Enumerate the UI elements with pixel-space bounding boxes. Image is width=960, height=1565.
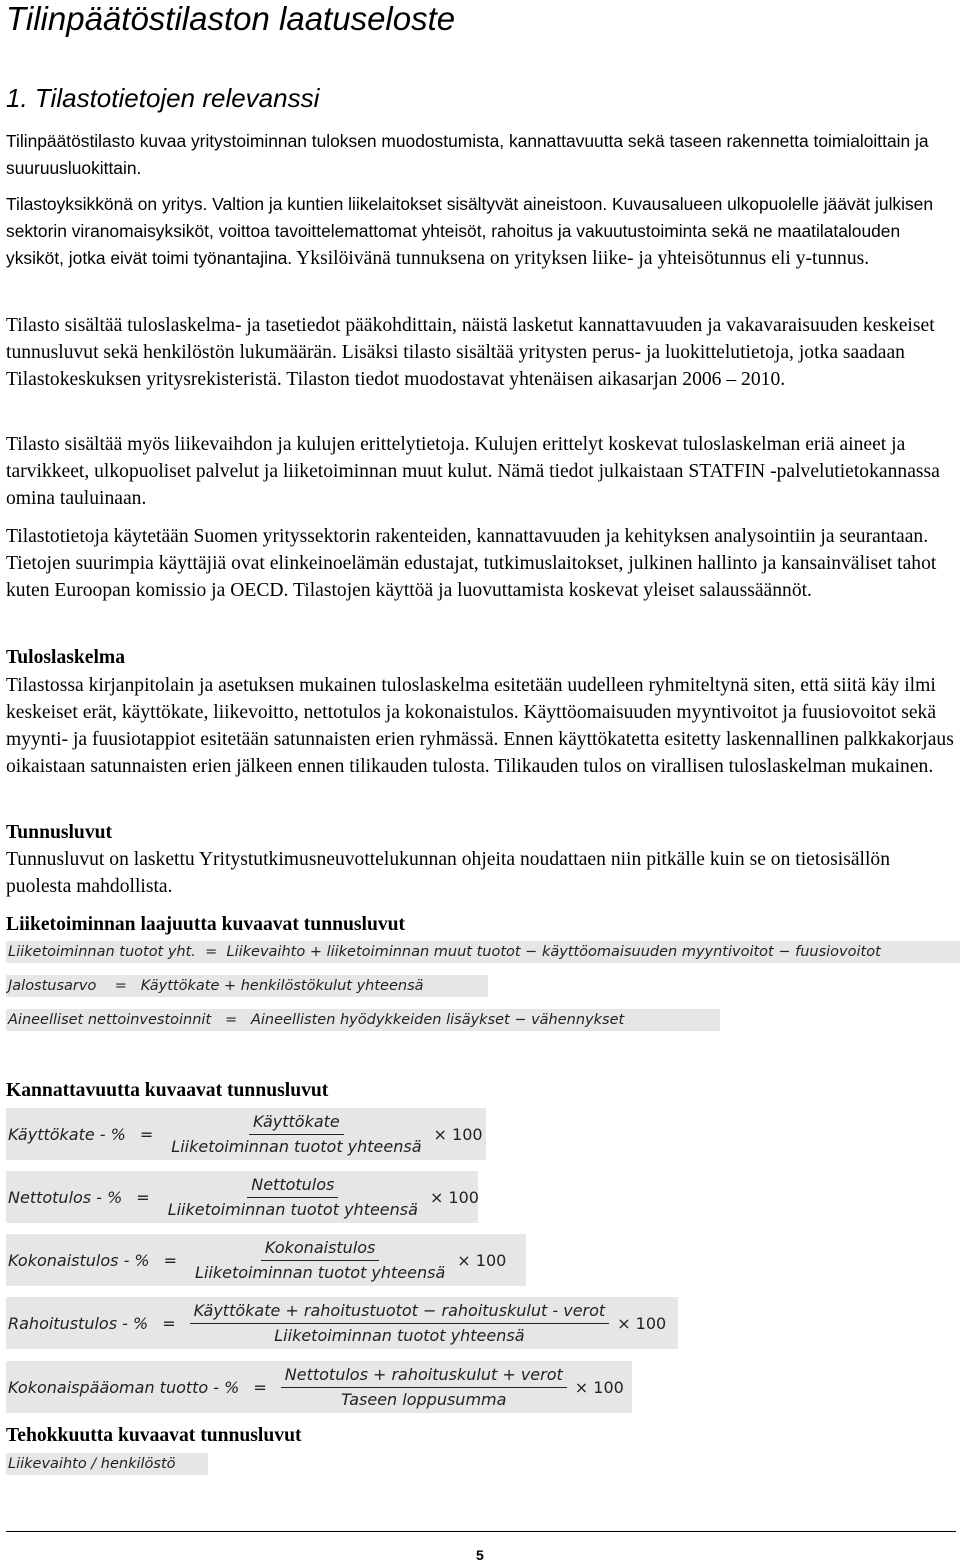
formula-multiplier: × 100	[429, 1187, 479, 1207]
formula-eq: =	[205, 944, 218, 960]
formula-eq: =	[224, 1012, 238, 1028]
formula-lhs: Käyttökate - %	[8, 1124, 126, 1144]
tuloslaskelma-heading: Tuloslaskelma	[6, 647, 126, 668]
formula-lhs: Aineelliset nettoinvestoinnit	[8, 1012, 212, 1028]
formula-multiplier: × 100	[433, 1124, 483, 1144]
formula-numerator: Nettotulos + rahoituskulut + verot	[281, 1364, 567, 1388]
formula-eq: =	[114, 978, 127, 994]
formula-liikevaihto-per-henkilosto: Liikevaihto / henkilöstö	[6, 1453, 208, 1475]
formula-denominator: Liiketoiminnan tuotot yhteensä	[195, 1262, 446, 1282]
formula-denominator: Liiketoiminnan tuotot yhteensä	[167, 1199, 418, 1219]
document-title: Tilinpäätöstilaston laatuseloste	[6, 0, 456, 37]
formula-kokonaispaaoman-tuotto-pct	[6, 1361, 632, 1413]
paragraph-usage: Tilastotietoja käytetään Suomen yrityssektorin rakenteiden, kannattavuuden ja kehityksen analysointiin ja seurantaan. Tietojen suurimpia käyttäjiä ovat elinkeinoelämän edustajat, tutkimuslaitokset, julkinen hallinto ja kansainväliset tahot kuten Euroopan komissio ja OECD. Tilastojen käyttöä ja luovuttamista koskevat yleiset salaussäännöt.	[6, 526, 937, 601]
formula-denominator: Taseen loppusumma	[341, 1389, 507, 1409]
formula-fraction	[191, 1237, 449, 1284]
formula-lhs: Jalostusarvo	[8, 978, 97, 994]
paragraph-contents: Tilasto sisältää tuloslaskelma- ja tasetiedot pääkohdittain, näistä lasketut kannattavuuden ja vakavaraisuuden keskeiset tunnusluvut sekä henkilöstön lukumäärän. Lisäksi tilasto sisältää yritysten perus- ja luokittelutietoja, jotka saadaan Tilastokeskuksen yritysrekisteristä. Tilaston tiedot muodostavat yhtenäisen aikasarjan 2006 – 2010.	[6, 315, 935, 390]
formula-jalostusarvo	[6, 975, 488, 997]
formula-eq: =	[253, 1377, 267, 1397]
formula-rhs: Aineellisten hyödykkeiden lisäykset − vähennykset	[250, 1012, 625, 1028]
formula-rhs: Käyttökate + henkilöstökulut yhteensä	[140, 978, 424, 994]
formula-multiplier: × 100	[457, 1250, 507, 1270]
formula-fraction	[190, 1300, 610, 1347]
formula-kayttokate-pct	[6, 1108, 486, 1160]
formula-nettoinvestoinnit	[6, 1009, 720, 1031]
formula-fraction	[164, 1174, 422, 1221]
paragraph-units-part2: Yksilöivänä tunnuksena on yrityksen liike- ja yhteisötunnus eli y-tunnus.	[296, 248, 870, 269]
formula-eq: =	[162, 1313, 176, 1333]
formula-numerator: Käyttökate + rahoitustuotot − rahoituskulut - verot	[190, 1300, 610, 1324]
formula-fraction	[281, 1364, 567, 1411]
formula-lhs: Nettotulos - %	[8, 1187, 123, 1207]
formula-eq: =	[139, 1124, 154, 1144]
formula-rhs: Liikevaihto + liiketoiminnan muut tuotot − käyttöomaisuuden myyntivoitot − fuusiovoitot	[226, 944, 881, 960]
formula-numerator: Käyttökate	[249, 1111, 344, 1135]
formula-kokonaistulos-pct	[6, 1234, 526, 1286]
paragraph-units-part1: Tilastoyksikkönä on yritys. Valtion ja kuntien liikelaitokset sisältyvät aineistoon. Kuvausalueen ulkopuolelle jäävät julkisen sektorin viranomaisyksiköt, voittoa tavoittelemattomat yhteisöt, rahoitus ja vakuutustoiminta sekä ne maatilatalouden yksiköt, jotka eivät toimi työnantajina.	[6, 194, 934, 268]
paragraph-units	[6, 191, 958, 272]
section-heading: 1. Tilastotietojen relevanssi	[6, 83, 320, 113]
paragraph-breakdown: Tilasto sisältää myös liikevaihdon ja kulujen erittelytietoja. Kulujen erittelyt koskevat tuloslaskelman eriä aineet ja tarvikkeet, ulkopuoliset palvelut ja liiketoiminnan muut kulut. Nämä tiedot julkaistaan STATFIN -palvelutietokannassa omina tauluinaan.	[6, 434, 940, 509]
formula-rahoitustulos-pct	[6, 1297, 678, 1349]
tunnusluvut-heading: Tunnusluvut	[6, 822, 113, 843]
page-number: 5	[476, 1547, 484, 1563]
footer-divider	[6, 1531, 956, 1532]
formula-lhs: Kokonaistulos - %	[8, 1250, 150, 1270]
formula-liiketoiminnan-tuotot	[6, 941, 960, 963]
formula-eq: =	[163, 1250, 178, 1270]
formula-multiplier: × 100	[617, 1313, 667, 1333]
formula-nettotulos-pct	[6, 1171, 478, 1223]
formula-lhs: Liiketoiminnan tuotot yht.	[8, 944, 196, 960]
formula-multiplier: × 100	[574, 1377, 624, 1397]
formula-denominator: Liiketoiminnan tuotot yhteensä	[171, 1136, 422, 1156]
formula-lhs: Rahoitustulos - %	[8, 1313, 149, 1333]
formula-denominator: Liiketoiminnan tuotot yhteensä	[274, 1325, 525, 1345]
laajuus-heading: Liiketoiminnan laajuutta kuvaavat tunnusluvut	[6, 914, 406, 935]
tehokkuus-heading: Tehokkuutta kuvaavat tunnusluvut	[6, 1425, 302, 1446]
paragraph-scope: Tilinpäätöstilasto kuvaa yritystoiminnan tuloksen muodostumista, kannattavuutta sekä taseen rakennetta toimialoittain ja suuruusluokittain.	[6, 131, 929, 178]
formula-fraction	[167, 1111, 425, 1158]
formula-lhs: Kokonaispääoman tuotto - %	[8, 1377, 240, 1397]
kannattavuus-heading: Kannattavuutta kuvaavat tunnusluvut	[6, 1080, 329, 1101]
formula-numerator: Nettotulos	[247, 1174, 338, 1198]
formula-eq: =	[136, 1187, 150, 1207]
formula-numerator: Kokonaistulos	[261, 1237, 379, 1261]
tuloslaskelma-text: Tilastossa kirjanpitolain ja asetuksen mukainen tuloslaskelma esitetään uudelleen ryhmiteltynä siten, että siitä käy ilmi keskeiset erät, käyttökate, liikevoitto, nettotulos ja kokonaistulos. Käyttöomaisuuden myyntivoitot ja fuusiovoitot sekä myynti- ja fuusiotappiot esitetään satunnaisten erien ryhmässä. Ennen käyttökatetta esitetty laskennallinen palkkakorjaus oikaistaan satunnaisten erien jälkeen ennen tilikauden tulosta. Tilikauden tulos on virallisen tuloslaskelman mukainen.	[6, 675, 954, 777]
tunnusluvut-text: Tunnusluvut on laskettu Yritystutkimusneuvottelukunnan ohjeita noudattaen niin pitkälle kuin se on tietosisällön puolesta mahdollista.	[6, 849, 890, 897]
